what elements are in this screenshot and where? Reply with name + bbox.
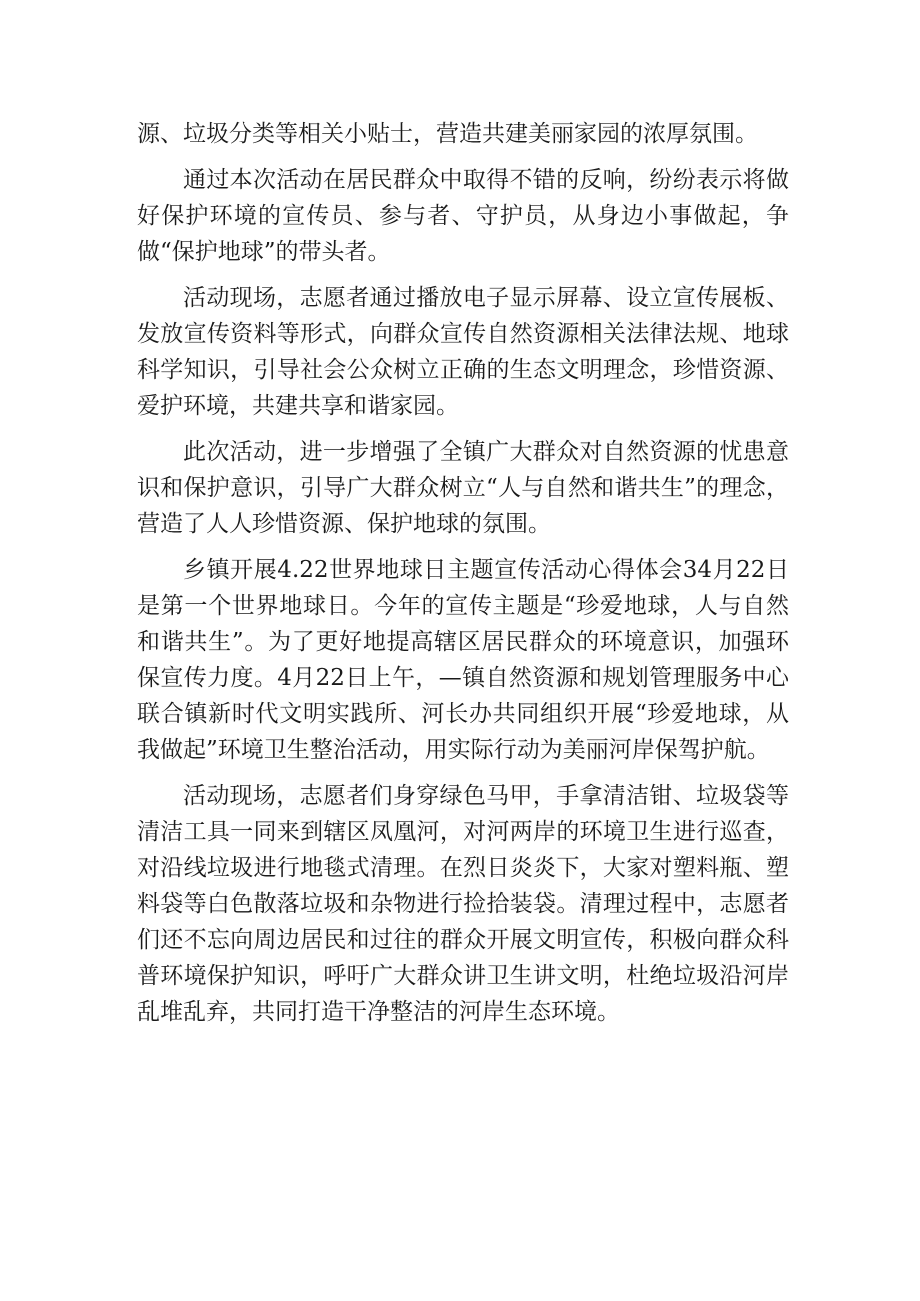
paragraph-2: 通过本次活动在居民群众中取得不错的反响，纷纷表示将做好保护环境的宣传员、参与者、守护员，从身边小事做起，争做“保护地球”的带头者。 [137, 167, 789, 265]
paragraph-6: 活动现场，志愿者们身穿绿色马甲，手拿清洁钳、垃圾袋等清洁工具一同来到辖区凤凰河，对河两岸的环境卫生进行巡查，对沿线垃圾进行地毯式清理。在烈日炎炎下，大家对塑料瓶、塑料袋等白色散落垃圾和杂物进行捡拾装袋。清理过程中，志愿者们还不忘向周边居民和过往的群众开展文明宣传，积极向群众科普环境保护知识，呼吁广大群众讲卫生讲文明，杜绝垃圾沿河岸乱堆乱弃，共同打造干净整洁的河岸生态环境。 [137, 783, 789, 1025]
paragraph-4: 此次活动，进一步增强了全镇广大群众对自然资源的忧患意识和保护意识，引导广大群众树立“人与自然和谐共生”的理念，营造了人人珍惜资源、保护地球的氛围。 [137, 439, 789, 537]
paragraph-5: 乡镇开展4.22世界地球日主题宣传活动心得体会34月22日是第一个世界地球日。今年的宣传主题是“珍爱地球，人与自然和谐共生”。为了更好地提高辖区居民群众的环境意识，加强环保宣传力度。4月22日上午，—镇自然资源和规划管理服务中心联合镇新时代文明实践所、河长办共同组织开展“珍爱地球，从我做起”环境卫生整治活动，用实际行动为美丽河岸保驾护航。 [137, 557, 789, 763]
paragraph-3: 活动现场，志愿者通过播放电子显示屏幕、设立宣传展板、发放宣传资料等形式，向群众宣传自然资源相关法律法规、地球科学知识，引导社会公众树立正确的生态文明理念，珍惜资源、爱护环境，共建共享和谐家园。 [137, 285, 789, 419]
document-body [137, 116, 789, 1040]
paragraph-1: 源、垃圾分类等相关小贴士，营造共建美丽家园的浓厚氛围。 [137, 121, 758, 147]
